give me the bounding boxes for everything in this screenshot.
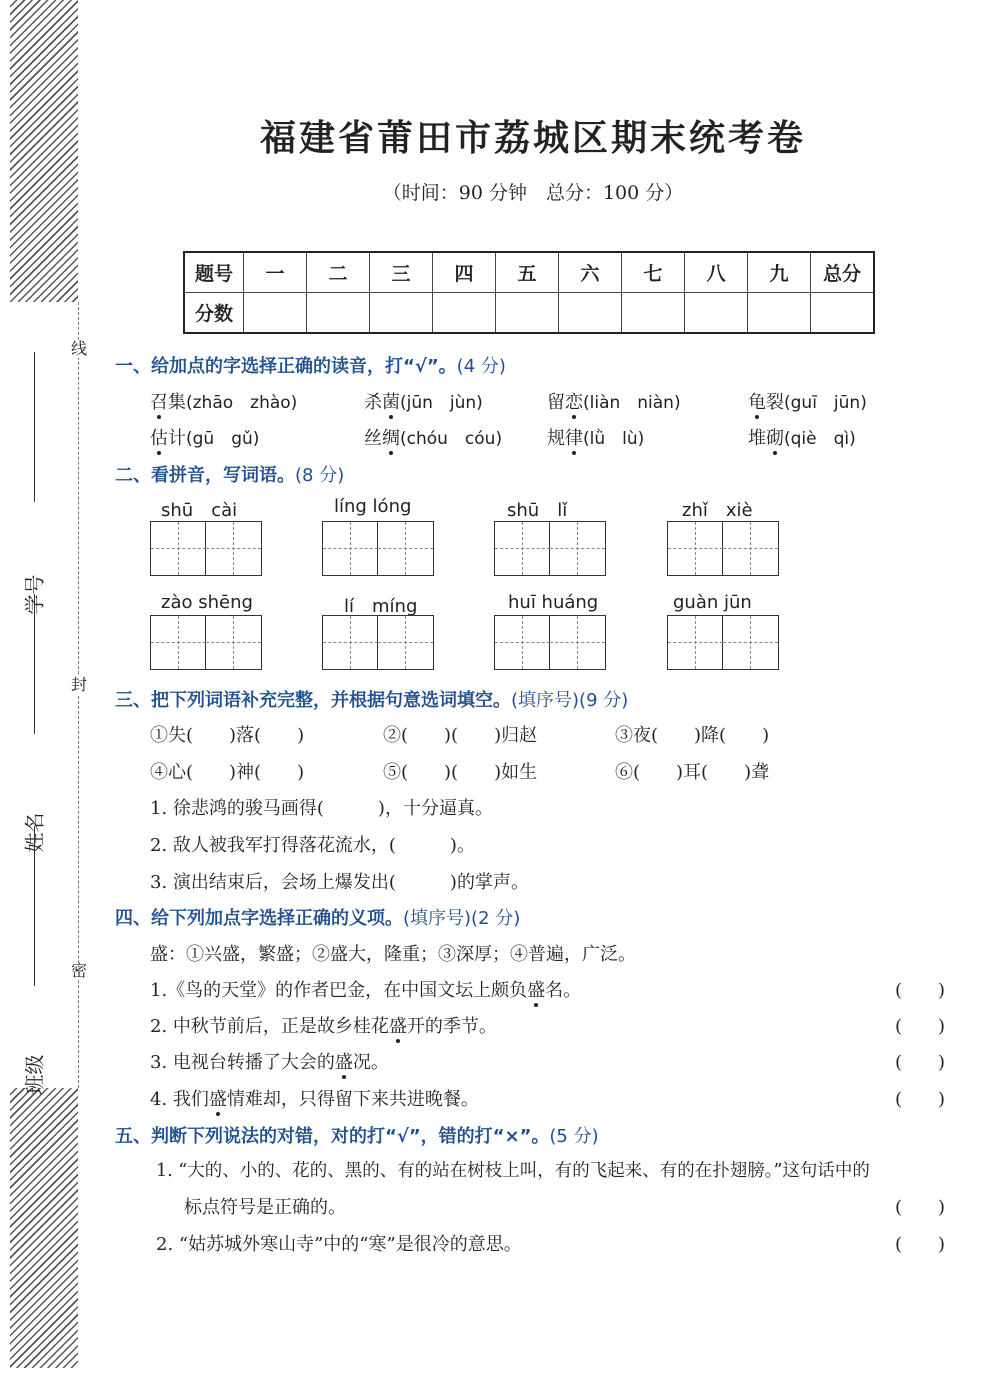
binding-hatch-bottom	[10, 1088, 78, 1368]
section-4-heading	[115, 904, 520, 930]
answer-parentheses[interactable]: ( )	[895, 1197, 946, 1218]
s4-question	[150, 1012, 497, 1038]
grid-cell[interactable]	[323, 522, 378, 575]
section-2-points: (8 分)	[295, 465, 345, 486]
dotted-char: 盛	[388, 1016, 407, 1037]
s3-question[interactable]: 2. 敌人被我军打得落花流水，( )。	[150, 835, 475, 856]
s4-question	[150, 1085, 479, 1111]
definition-list: 盛：①兴盛，繁盛；②盛大，隆重；③深厚；④普遍，广泛。	[150, 944, 636, 965]
section-5-title: 五、判断下列说法的对错，对的打“√”，错的打“×”。	[115, 1126, 550, 1147]
score-header-cell: 五	[496, 252, 559, 293]
page-title: 福建省莆田市荔城区期末统考卷	[259, 117, 806, 159]
s1-item	[547, 424, 644, 450]
writing-grid[interactable]	[150, 521, 262, 576]
score-header-cell: 八	[685, 252, 748, 293]
answer-parentheses[interactable]: ( )	[895, 1234, 946, 1255]
section-5-heading	[115, 1122, 599, 1148]
pinyin-prompt: huī huáng	[508, 592, 599, 613]
section-1-heading	[115, 352, 506, 378]
s4-text: 3. 电视台转播了大会的	[150, 1052, 335, 1073]
class-line	[34, 826, 35, 986]
score-cell[interactable]	[685, 293, 748, 334]
grid-cell[interactable]	[151, 522, 206, 575]
grid-cell[interactable]	[550, 522, 605, 575]
grid-cell[interactable]	[668, 616, 723, 669]
pinyin-prompt: lí míng	[344, 596, 418, 617]
section-1-title: 一、给加点的字选择正确的读音，打“√”。	[115, 356, 457, 377]
s1-pinyin-options: (liàn niàn)	[583, 393, 681, 413]
score-cell[interactable]	[748, 293, 811, 334]
grid-cell[interactable]	[206, 616, 261, 669]
idiom-blank[interactable]: ②( )( )归赵	[383, 725, 538, 746]
s1-pinyin-options: (lǜ lù)	[583, 429, 645, 449]
dotted-char: 律	[565, 428, 583, 449]
section-3-title: 三、把下列词语补充完整，并根据句意选词填空。	[115, 690, 511, 711]
section-3-heading	[115, 686, 628, 712]
score-table	[183, 251, 875, 334]
dotted-char: 菌	[382, 392, 400, 413]
answer-parentheses[interactable]: ( )	[895, 1052, 946, 1073]
grid-cell[interactable]	[378, 522, 433, 575]
s1-text: 裂	[766, 392, 784, 413]
s5-question-line1: 1. “大的、小的、花的、黑的、有的站在树枝上叫，有的飞起来、有的在扑翅膀。”这句话中的	[156, 1161, 870, 1181]
grid-cell[interactable]	[550, 616, 605, 669]
writing-grid[interactable]	[667, 615, 779, 670]
section-1-points: (4 分)	[456, 356, 506, 377]
dotted-char: 盛	[527, 980, 546, 1001]
idiom-blank[interactable]: ④心( )神( )	[150, 762, 305, 783]
s1-pinyin-options: (gū gǔ)	[186, 429, 260, 449]
score-header-cell: 二	[307, 252, 370, 293]
name-line	[34, 594, 35, 734]
score-header-cell: 六	[559, 252, 622, 293]
score-header-cell: 四	[433, 252, 496, 293]
fold-mark-feng: 封	[70, 675, 87, 694]
dotted-char: 砌	[766, 428, 784, 449]
section-2-title: 二、看拼音，写词语。	[115, 465, 295, 486]
pinyin-prompt: shū cài	[161, 500, 238, 521]
pinyin-prompt: líng lóng	[334, 496, 412, 517]
exam-info: （时间：90 分钟 总分：100 分）	[382, 182, 684, 204]
answer-parentheses[interactable]: ( )	[895, 1016, 946, 1037]
s1-text: 集	[168, 392, 186, 413]
name-label: 姓名	[22, 812, 47, 853]
pinyin-prompt: zào shēng	[161, 592, 253, 613]
s3-question[interactable]: 3. 演出结束后，会场上爆发出( )的掌声。	[150, 872, 529, 893]
score-cell[interactable]	[370, 293, 433, 334]
s1-pinyin-options: (jūn jùn)	[400, 393, 483, 413]
s1-text: 丝	[364, 428, 382, 449]
s4-text: 2. 中秋节前后，正是故乡桂花	[150, 1016, 389, 1037]
score-header-row	[184, 252, 874, 293]
writing-grid[interactable]	[494, 615, 606, 670]
s1-pinyin-options: (chóu cóu)	[400, 429, 503, 449]
s1-text: 计	[168, 428, 186, 449]
grid-cell[interactable]	[723, 616, 778, 669]
section-5-points: (5 分)	[549, 1126, 599, 1147]
s4-text: 名。	[545, 980, 582, 1001]
score-value-row	[184, 293, 874, 334]
grid-cell[interactable]	[495, 522, 550, 575]
s4-text: 情难却，只得留下来共进晚餐。	[226, 1089, 479, 1110]
s1-pinyin-options: (zhāo zhào)	[186, 393, 298, 413]
score-cell[interactable]	[307, 293, 370, 334]
dotted-char: 召	[150, 392, 168, 413]
fold-mark-mi: 密	[70, 961, 87, 980]
student-id-label: 学号	[22, 574, 47, 615]
s4-text: 况。	[352, 1052, 389, 1073]
section-3-points: (填序号)(9 分)	[511, 690, 629, 711]
section-4-title: 四、给下列加点字选择正确的义项。	[115, 908, 403, 929]
s1-text: 规	[547, 428, 565, 449]
section-2-heading	[115, 461, 344, 487]
score-header-cell: 七	[622, 252, 685, 293]
pinyin-prompt: shū lǐ	[507, 500, 568, 521]
writing-grid[interactable]	[150, 615, 262, 670]
writing-grid[interactable]	[322, 615, 434, 670]
score-cell[interactable]	[496, 293, 559, 334]
grid-cell[interactable]	[723, 522, 778, 575]
s1-item	[364, 388, 483, 414]
student-id-line	[34, 352, 35, 502]
score-cell[interactable]	[622, 293, 685, 334]
dotted-char: 盛	[334, 1052, 353, 1073]
fold-mark-xian: 线	[70, 339, 87, 358]
s4-question	[150, 1048, 389, 1074]
s1-pinyin-options: (qiè qì)	[784, 429, 856, 449]
s4-text: 4. 我们	[150, 1089, 209, 1110]
s1-item	[547, 388, 681, 414]
answer-parentheses[interactable]: ( )	[895, 980, 946, 1001]
grid-cell[interactable]	[206, 522, 261, 575]
score-header-cell: 总分	[811, 252, 875, 293]
score-cell[interactable]	[244, 293, 307, 334]
pinyin-prompt: zhǐ xiè	[682, 500, 753, 521]
s4-question	[150, 976, 581, 1002]
s4-text: 1.《鸟的天堂》的作者巴金，在中国文坛上颇负	[150, 980, 528, 1001]
score-header-cell: 一	[244, 252, 307, 293]
s1-item	[748, 424, 856, 450]
dotted-char: 估	[150, 428, 168, 449]
answer-parentheses[interactable]: ( )	[895, 1089, 946, 1110]
grid-cell[interactable]	[323, 616, 378, 669]
dotted-char: 绸	[382, 428, 400, 449]
pinyin-prompt: guàn jūn	[673, 592, 752, 613]
s1-text: 堆	[748, 428, 766, 449]
s1-item	[150, 388, 297, 414]
idiom-blank[interactable]: ①失( )落( )	[150, 725, 305, 746]
score-cell[interactable]	[559, 293, 622, 334]
grid-cell[interactable]	[668, 522, 723, 575]
idiom-blank[interactable]: ③夜( )降( )	[615, 725, 770, 746]
s1-text: 杀	[364, 392, 382, 413]
s1-item	[748, 388, 867, 414]
s1-text: 留	[547, 392, 565, 413]
score-header-cell: 九	[748, 252, 811, 293]
s5-question: 2. “姑苏城外寒山寺”中的“寒”是很冷的意思。	[156, 1234, 522, 1255]
writing-grid[interactable]	[322, 521, 434, 576]
s4-text: 开的季节。	[406, 1016, 497, 1037]
score-cell[interactable]	[433, 293, 496, 334]
section-4-points: (填序号)(2 分)	[403, 908, 521, 929]
score-row-label: 分数	[184, 293, 244, 334]
score-header-cell: 题号	[184, 252, 244, 293]
writing-grid[interactable]	[494, 521, 606, 576]
s3-question[interactable]: 1. 徐悲鸿的骏马画得( )，十分逼真。	[150, 798, 493, 819]
score-header-cell: 三	[370, 252, 433, 293]
s1-item	[364, 424, 502, 450]
s1-item	[150, 424, 259, 450]
grid-cell[interactable]	[495, 616, 550, 669]
dotted-char: 盛	[208, 1089, 227, 1110]
s5-question-line2: 标点符号是正确的。	[184, 1197, 346, 1218]
class-label: 班级	[22, 1054, 47, 1095]
writing-grid[interactable]	[667, 521, 779, 576]
s1-pinyin-options: (guī jūn)	[784, 393, 867, 413]
dotted-char: 龟	[748, 392, 766, 413]
dotted-char: 恋	[565, 392, 583, 413]
grid-cell[interactable]	[151, 616, 206, 669]
idiom-blank[interactable]: ⑤( )( )如生	[383, 762, 538, 783]
score-cell[interactable]	[811, 293, 875, 334]
idiom-blank[interactable]: ⑥( )耳( )聋	[615, 762, 770, 783]
grid-cell[interactable]	[378, 616, 433, 669]
